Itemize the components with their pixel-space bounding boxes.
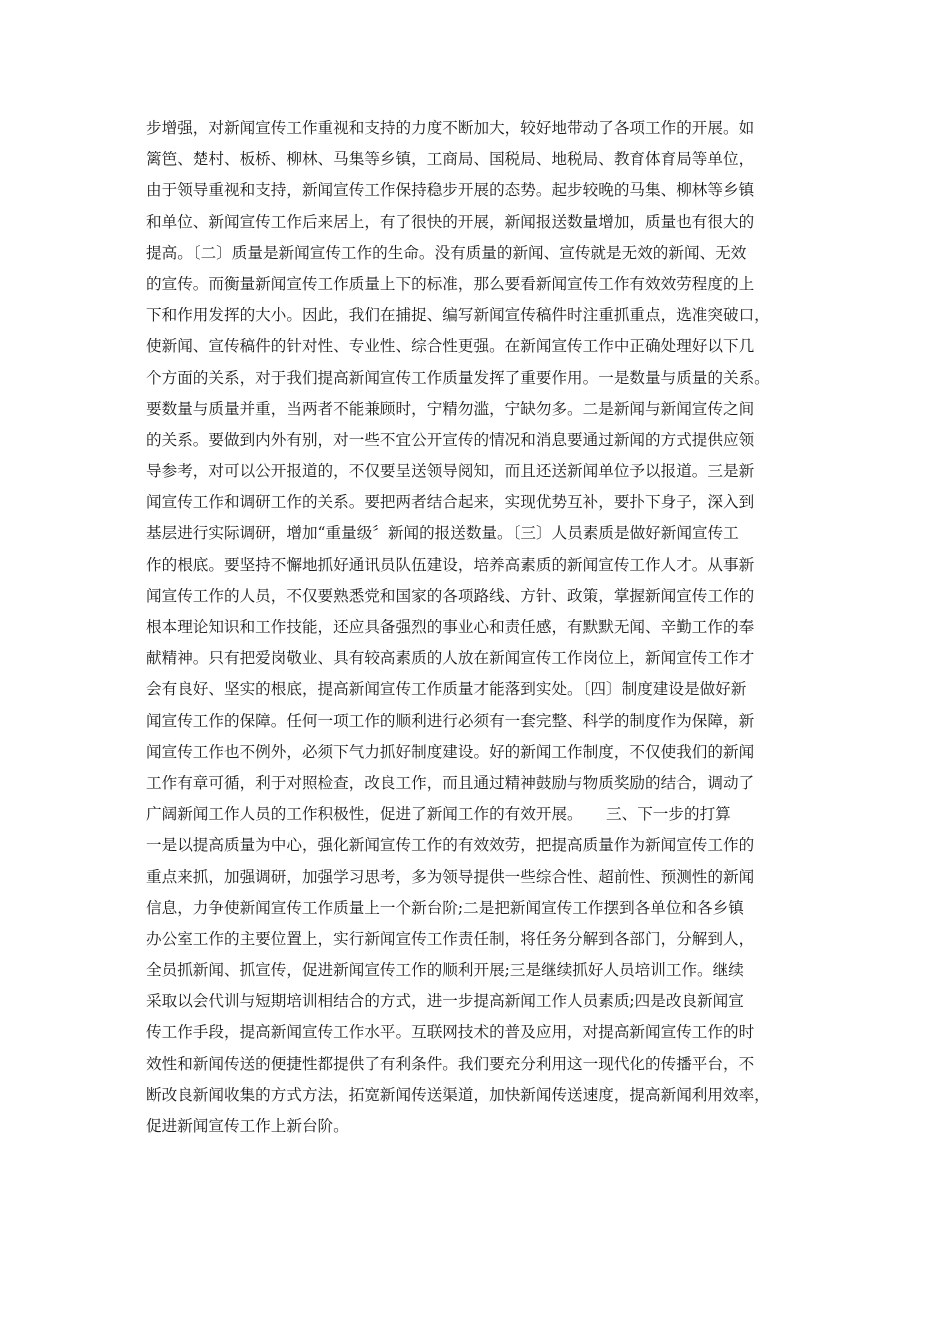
text-line: 广阔新闻工作人员的工作积极性，促进了新闻工作的有效开展。 三、下一步的打算: [146, 805, 731, 824]
text-line: 步增强，对新闻宣传工作重视和支持的力度不断加大，较好地带动了各项工作的开展。如: [146, 119, 755, 137]
text-line: 办公室工作的主要位置上，实行新闻宣传工作责任制，将任务分解到各部门，分解到人，: [146, 929, 755, 948]
text-line: 重点来抓，加强调研，加强学习思考，多为领导提供一些综合性、超前性、预测性的新闻: [146, 867, 755, 886]
text-line: 一是以提高质量为中心，强化新闻宣传工作的有效效劳，把提高质量作为新闻宣传工作的: [146, 836, 755, 855]
text-line: 献精神。只有把爱岗敬业、具有较高素质的人放在新闻宣传工作岗位上，新闻宣传工作才: [146, 649, 755, 668]
text-line: 促进新闻宣传工作上新台阶。: [146, 1117, 349, 1135]
text-line: 闻宣传工作的保障。任何一项工作的顺利进行必须有一套完整、科学的制度作为保障，新: [146, 711, 755, 730]
text-line: 篱笆、楚村、板桥、柳林、马集等乡镇，工商局、国税局、地税局、教育体育局等单位，: [146, 150, 755, 169]
text-line: 的关系。要做到内外有别，对一些不宜公开宣传的情况和消息要通过新闻的方式提供应领: [146, 430, 755, 449]
text-line: 下和作用发挥的大小。因此，我们在捕捉、编写新闻宣传稿件时注重抓重点，选准突破口，: [146, 306, 770, 325]
text-line: 全员抓新闻、抓宣传，促进新闻宣传工作的顺利开展;三是继续抓好人员培训工作。继续: [146, 961, 744, 980]
text-line: 会有良好、坚实的根底，提高新闻宣传工作质量才能落到实处。〔四〕制度建设是做好新: [146, 680, 747, 699]
text-line: 效性和新闻传送的便捷性都提供了有利条件。我们要充分利用这一现代化的传播平台，不: [146, 1054, 755, 1073]
text-line: 信息，力争使新闻宣传工作质量上一个新台阶;二是把新闻宣传工作摆到各单位和各乡镇: [146, 898, 744, 917]
text-line: 要数量与质量并重，当两者不能兼顾时，宁精勿滥，宁缺勿多。二是新闻与新闻宣传之间: [146, 399, 755, 418]
text-line: 基层进行实际调研，增加“重量级〞新闻的报送数量。〔三〕人员素质是做好新闻宣传工: [146, 524, 739, 543]
text-line: 工作有章可循，利于对照检查，改良工作，而且通过精神鼓励与物质奖励的结合，调动了: [146, 773, 755, 792]
text-line: 个方面的关系，对于我们提高新闻宣传工作质量发挥了重要作用。一是数量与质量的关系。: [146, 368, 770, 387]
text-line: 导参考，对可以公开报道的，不仅要呈送领导阅知，而且还送新闻单位予以报道。三是新: [146, 462, 755, 481]
text-line: 闻宣传工作的人员，不仅要熟悉党和国家的各项路线、方针、政策，掌握新闻宣传工作的: [146, 586, 755, 605]
body-text: [146, 113, 826, 1142]
text-line: 闻宣传工作和调研工作的关系。要把两者结合起来，实现优势互补，要扑下身子，深入到: [146, 493, 755, 512]
text-line: 和单位、新闻宣传工作后来居上，有了很快的开展，新闻报送数量增加，质量也有很大的: [146, 212, 755, 231]
text-line: 由于领导重视和支持，新闻宣传工作保持稳步开展的态势。起步较晚的马集、柳林等乡镇: [146, 181, 755, 200]
text-line: 传工作手段，提高新闻宣传工作水平。互联网技术的普及应用，对提高新闻宣传工作的时: [146, 1023, 755, 1042]
text-line: 使新闻、宣传稿件的针对性、专业性、综合性更强。在新闻宣传工作中正确处理好以下几: [146, 337, 755, 356]
text-line: 闻宣传工作也不例外，必须下气力抓好制度建设。好的新闻工作制度，不仅使我们的新闻: [146, 742, 755, 761]
text-line: 采取以会代训与短期培训相结合的方式，进一步提高新闻工作人员素质;四是改良新闻宣: [146, 992, 744, 1011]
text-line: 根本理论知识和工作技能，还应具备强烈的事业心和责任感，有默默无闻、辛勤工作的奉: [146, 618, 755, 636]
text-line: 作的根底。要坚持不懈地抓好通讯员队伍建设，培养高素质的新闻宣传工作人才。从事新: [146, 555, 755, 574]
text-line: 的宣传。而衡量新闻宣传工作质量上下的标准，那么要看新闻宣传工作有效效劳程度的上: [146, 274, 755, 293]
text-line: 断改良新闻收集的方式方法，拓宽新闻传送渠道，加快新闻传送速度，提高新闻利用效率，: [146, 1085, 770, 1104]
text-line: 提高。〔二〕质量是新闻宣传工作的生命。没有质量的新闻、宣传就是无效的新闻、无效: [146, 243, 747, 262]
